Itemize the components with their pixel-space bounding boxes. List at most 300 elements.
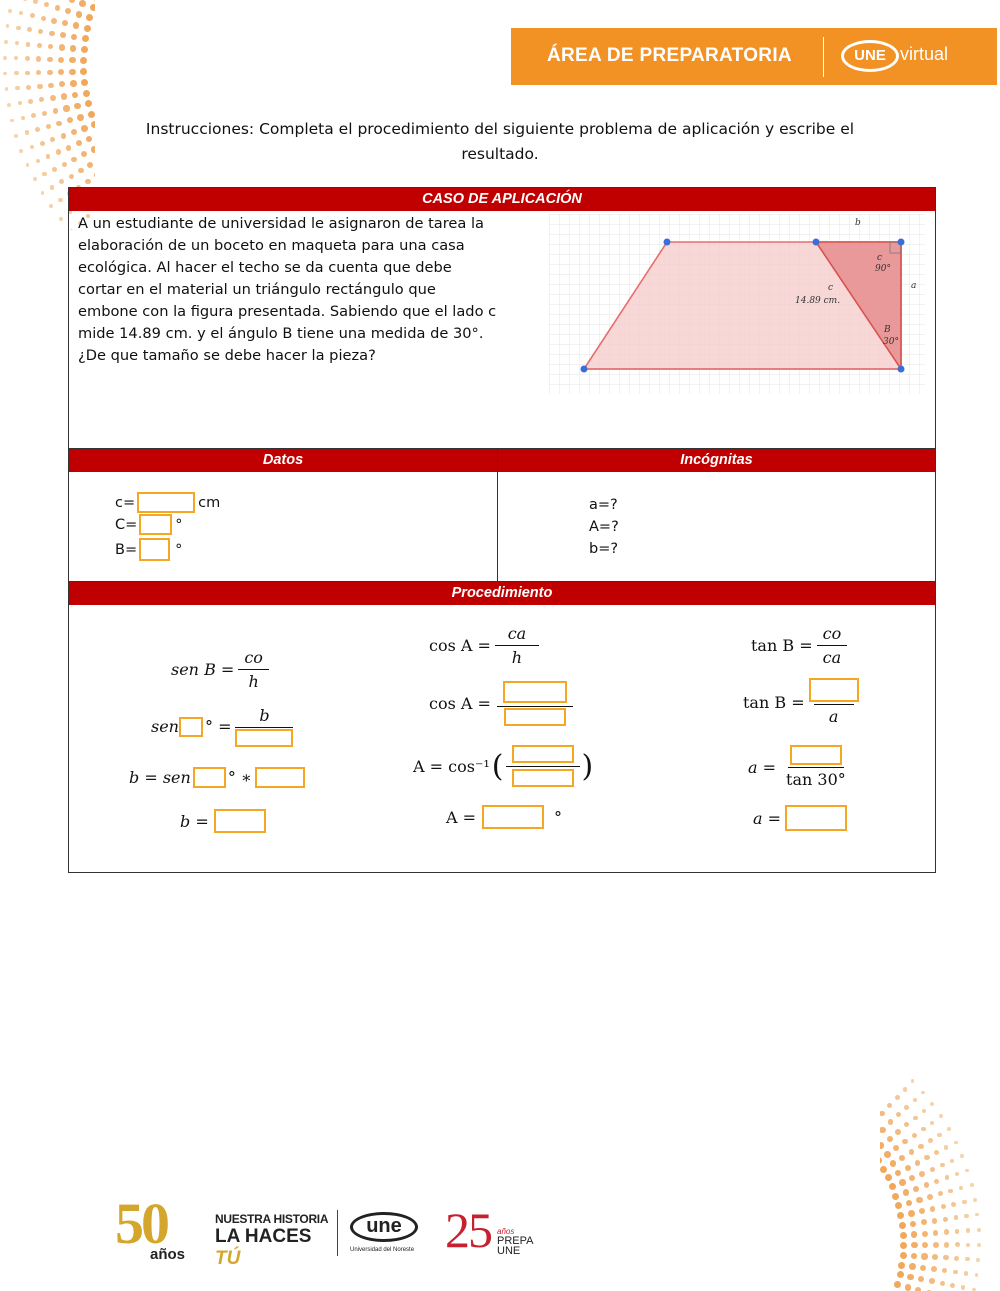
decorative-dot [4,40,8,44]
incognita-b: b=? [589,541,619,557]
decorative-dot [50,137,55,142]
decorative-dot [930,1102,934,1106]
decorative-dot [954,1141,958,1145]
decorative-dot [921,1219,927,1225]
decorative-dot [955,1172,959,1176]
decorative-dot [970,1183,974,1187]
decorative-dot [920,1265,926,1271]
decorative-dot [899,1155,905,1161]
decorative-dot [3,56,7,60]
decorative-dot [41,191,45,195]
decorative-dot [7,103,11,107]
decorative-dot [905,1165,911,1171]
decorative-dot [964,1214,968,1218]
decorative-dot [26,42,31,47]
decorative-dot [10,119,14,123]
decorative-dot [932,1218,938,1224]
decorative-dot [943,1217,948,1222]
decorative-dot [49,31,55,37]
label-c-top: c [877,253,883,263]
decorative-dot [77,114,84,121]
decorative-dot [67,117,73,123]
decorative-dot [16,26,20,30]
decorative-dot [48,44,54,50]
decorative-dot [80,68,87,75]
decorative-dot [84,25,91,32]
decorative-dot [39,97,44,102]
decorative-dot [37,84,42,89]
decorative-dot [88,111,95,118]
label-length: 14.89 cm. [795,296,841,306]
slogan-logo: NUESTRA HISTORIA LA HACES TÚ [215,1212,329,1269]
decorative-dot [58,57,64,63]
decorative-dot [86,14,93,21]
a-result-input[interactable] [785,805,847,831]
a-angle-result: A = ° [446,805,562,829]
decorative-dot [71,157,77,163]
decorative-dot [903,1087,907,1091]
decorative-dot [918,1144,923,1149]
decorative-dot [15,41,19,45]
instructions: Instrucciones: Completa el procedimiento del siguiente problema de aplicación y escribe el resultado. [145,120,855,163]
decorative-dot [30,13,35,18]
decorative-dot [954,1215,959,1220]
tan-b-substitution: tan B = a [743,678,863,726]
b-sen-angle-input[interactable] [193,767,226,788]
decorative-dot [69,174,74,179]
decorative-dot [33,177,37,181]
decorative-dot [42,111,47,116]
decorative-dot [965,1257,969,1261]
decorative-dot [951,1202,956,1207]
datos-c-unit: cm [198,494,221,511]
procedimiento-header: Procedimiento [69,582,935,605]
decorative-dot [81,125,88,132]
datos-B-label: B= [115,541,138,558]
decorative-dot [892,1193,899,1200]
decorative-dot [943,1255,948,1260]
decorative-dot [937,1133,941,1137]
incognita-A: A=? [589,519,619,535]
decorative-dot [40,141,45,146]
decorative-dot [944,1145,948,1149]
decorative-dot [85,179,91,185]
decorative-dot [59,81,65,87]
decorative-dot [14,56,18,60]
decorative-dot [954,1256,959,1261]
tan-b-formula: tan B = $\frac{co}{ca}$ [751,624,851,667]
decorative-dot [5,87,9,91]
decorative-dot [942,1268,947,1273]
decorative-dot [898,1262,905,1269]
decorative-dot [3,72,7,76]
decorative-dot [86,136,93,143]
h-value-input[interactable] [235,729,293,747]
label-angle-c: 90° [875,264,891,274]
decorative-dot [23,0,27,1]
decorative-dot [50,95,56,101]
decorative-dot [950,1159,954,1163]
tan-numerator-input[interactable] [809,678,859,702]
decorative-dot [977,1243,981,1247]
b-result-input[interactable] [214,809,266,833]
decorative-dot [913,1186,919,1192]
decorative-dot [902,1139,908,1145]
decorative-dot [899,1222,906,1229]
decorative-dot [85,100,92,107]
decorative-dot [893,1145,899,1151]
decorative-dot [895,1202,902,1209]
decorative-dot [975,1213,979,1217]
decorative-dot [880,1127,886,1133]
decorative-dot [903,1189,910,1196]
decorative-dot [81,79,88,86]
decorative-dot [976,1258,980,1262]
decorative-dot [955,1229,960,1234]
footer-divider [337,1210,338,1256]
decorative-dot [26,163,30,167]
decorative-dot [71,34,78,41]
decorative-dot [934,1179,939,1184]
decorative-dot [27,27,32,32]
datos-c-label: c= [115,494,136,511]
decorative-dot [51,18,57,24]
decorative-dot [911,1079,915,1083]
decorative-dot [913,1116,918,1121]
trapezoid-figure [549,214,925,394]
decorative-dot [944,1242,949,1247]
decorative-dot [909,1149,915,1155]
decorative-dot [884,1151,891,1158]
vertex-point [898,366,905,373]
worksheet-table [68,187,936,873]
decorative-dot [975,1273,979,1277]
label-angle-b: 30° [883,337,899,347]
datos-B-unit: ° [175,541,183,558]
decorative-dot [83,90,90,97]
decorative-dot [915,1287,921,1291]
decorative-dot [965,1169,969,1173]
decorative-dot [14,71,18,75]
decorative-dot [929,1278,935,1284]
decorative-dot [895,1129,901,1135]
decorative-dot [911,1231,918,1238]
decorative-dot [25,71,30,76]
b-multiplier-input[interactable] [255,767,305,788]
decorative-dot [953,1270,958,1275]
decorative-dot [930,1167,935,1172]
decorative-dot [31,113,36,118]
decorative-dot [909,1175,915,1181]
decorative-dot [76,11,83,18]
case-text: A un estudiante de universidad le asignaron de tarea la elaboración de un boceto en maqueta para una casa ecológica. Al hacer el techo se da cuenta que debe cortar en el material un triángulo rectángulo que embone con la figura presentada. Sabiendo que el lado c mide 14.89 cm. y el ángulo B tiene una medida de 30°. ¿De que tamaño se debe hacer la pieza? [78,215,497,364]
header-divider [823,37,824,77]
decorative-dot [70,80,77,87]
decorative-dot [52,167,57,172]
decorative-dot [911,1242,918,1249]
decorative-dot [36,70,41,75]
decorative-dot [58,198,62,202]
sen-angle-input[interactable] [179,717,203,737]
virtual-logo-text: virtual [900,44,949,64]
A-result-input[interactable] [482,805,544,829]
a-result: a = [753,805,847,831]
decorative-dot [921,1127,926,1132]
datos-B-row [115,538,182,561]
decorative-dot [932,1254,938,1260]
decorative-dot [960,1154,964,1158]
decorative-dot [48,83,54,89]
decorative-dot [59,44,65,50]
decorative-dot [60,32,66,38]
sen-substitution: sen ° = b [151,706,297,747]
c-value-input[interactable] [137,492,195,513]
decorative-dot [94,172,95,178]
decorative-dot [80,57,87,64]
decorative-dot [56,121,62,127]
decorative-dot [927,1194,933,1200]
arccos-numerator-input[interactable] [512,745,574,763]
decorative-dot [959,1186,963,1190]
label-c-side: c [828,283,834,293]
une-logo: UNE [841,40,899,72]
decorative-dot [93,0,95,1]
decorative-dot [880,1142,884,1149]
decorative-dot [908,1210,915,1217]
a-solve-formula: a = tan 30° [748,745,856,789]
cos-denominator-input[interactable] [504,708,566,726]
decorative-dot [933,1230,939,1236]
decorative-dot [922,1109,926,1113]
decorative-dot [50,185,54,189]
decorative-dot [880,1157,882,1164]
decorative-dot [909,1263,916,1270]
decorative-dot [907,1274,914,1281]
incognita-a: a=? [589,497,618,513]
decorative-dot [924,1155,929,1160]
decorative-dot [61,93,67,99]
decorative-dot [25,130,29,134]
decorative-dot [46,154,51,159]
decorative-dot [33,0,38,4]
decorative-dot [966,1243,970,1247]
decorative-dot [889,1183,896,1190]
decorative-dot [74,103,81,110]
decorative-dot [73,22,80,29]
decorative-dot [81,151,87,157]
decorative-dot [47,57,53,63]
decorative-dot [79,0,86,7]
vertex-point [664,239,671,246]
decorative-dot [897,1271,904,1278]
decorative-dot [49,204,53,208]
decorative-dot [931,1266,937,1272]
decorative-dot [90,4,95,11]
decorative-dot [6,24,10,28]
decorative-dot [944,1229,949,1234]
decorative-dot [76,140,82,146]
decorative-dot [938,1191,943,1196]
decorative-dot [966,1228,970,1232]
datos-C-unit: ° [175,516,183,533]
decorative-dot [904,1122,909,1127]
decorative-dot [69,57,76,64]
decorative-dot [30,145,34,149]
decorative-dot [913,1098,917,1102]
decorative-dot [900,1242,907,1249]
decorative-dot [61,133,67,139]
decorative-dot [91,121,95,128]
decorative-dot [928,1138,933,1143]
decorative-dot [934,1150,939,1155]
decorative-dot [933,1242,939,1248]
datos-c-row [115,492,220,513]
decorative-dot [885,1174,892,1181]
decorative-dot [955,1242,960,1247]
decorative-dot [66,145,72,151]
decorative-dot [896,1112,901,1117]
decorative-dot [36,159,40,163]
decorative-dot [941,1204,946,1209]
decorative-dot [65,8,71,14]
decorative-dot [922,1242,928,1248]
decorative-dot [930,1121,934,1125]
decorative-dot [904,1105,909,1110]
decorative-dot [916,1197,922,1203]
decorative-dot [37,43,42,48]
decorative-dot [41,16,46,21]
decorative-dot [895,1170,902,1177]
decorative-dot [905,1284,912,1291]
prepa-25-logo: 25 años PREPA UNE [445,1202,534,1258]
decorative-dot [58,69,64,75]
decorative-dot [78,168,84,174]
une-university-logo: une Universidad del Noreste [350,1212,425,1282]
decorative-dot [8,9,12,13]
b-solve-formula: b = sen ° ∗ [129,767,305,788]
decorative-dot [46,124,51,129]
decorative-dot [906,1200,913,1207]
decorative-dot [897,1212,904,1219]
decorative-dot [81,46,88,53]
incognitas-list [589,494,619,560]
decorative-dot [18,101,22,105]
fifty-years-logo: 50 años [115,1191,186,1263]
datos-C-label: C= [115,516,138,533]
decorative-dot [47,70,53,76]
decorative-dot [921,1091,925,1095]
decorative-dot [890,1160,897,1167]
cos-numerator-input[interactable] [503,681,567,703]
arccos-formula: A = cos⁻¹ ( ) [413,745,593,787]
decorative-dot [912,1133,917,1138]
decorative-dot [44,2,49,7]
incognitas-header: Incógnitas [498,449,935,472]
decorative-dot [59,179,64,184]
decorative-dot [38,29,43,34]
label-B: B [884,325,891,335]
a-numerator-input[interactable] [790,745,842,765]
decorative-dot [53,108,59,114]
decorative-dot [71,129,77,135]
decorative-dot [42,172,46,176]
decorative-dot [887,1103,892,1108]
decorative-dot [72,92,79,99]
decorative-dot [950,1283,955,1288]
decorative-dot [56,149,61,154]
arccos-denominator-input[interactable] [512,769,574,787]
decorative-dot [26,85,31,90]
decorative-dot [900,1232,907,1239]
header-title: ÁREA DE PREPARATORIA [547,45,792,66]
decorative-dot [35,127,40,132]
vertex-point [813,239,820,246]
vertex-point [581,366,588,373]
decorative-dot [70,45,77,52]
decorative-dots-bottom-right [880,1020,1000,1291]
decorative-dot [962,1200,966,1204]
decorative-dot [945,1175,950,1180]
decorative-dot [63,105,69,111]
cos-a-substitution: cos A = [429,681,577,726]
decorative-dot [36,56,41,61]
decorative-dot [895,1095,900,1100]
decorative-dot [919,1171,925,1177]
decorative-dot [940,1163,945,1168]
decorative-dot [910,1221,917,1228]
decorative-dot [947,1127,951,1131]
case-header: CASO DE APLICACIÓN [69,188,935,211]
header-bar [511,28,997,85]
decorative-dot [69,69,76,76]
decorative-dot [900,1252,907,1259]
decorative-dot [940,1281,945,1286]
decorative-dot [972,1288,976,1291]
decorative-dot [15,86,19,90]
decorative-dot [961,1285,965,1289]
b-result: b = [180,809,266,833]
decorative-dot [62,20,68,26]
decorative-dot [880,1166,887,1173]
C-angle-input[interactable] [139,514,172,535]
datos-header: Datos [69,449,497,472]
decorative-dot [59,217,63,221]
decorative-dot [939,1114,943,1118]
decorative-dot [918,1276,924,1282]
decorative-dot [915,1160,921,1166]
decorative-dot [55,5,61,11]
decorative-dot [19,11,23,15]
label-a: a [911,281,917,291]
decorative-dot [21,116,25,120]
decorative-dot [919,1208,925,1214]
decorative-dot [921,1253,927,1259]
B-angle-input[interactable] [139,538,170,561]
vertex-point [898,239,905,246]
decorative-dot [82,35,89,42]
decorative-dot [922,1231,928,1237]
decorative-dot [888,1119,894,1125]
decorative-dot [91,146,95,153]
decorative-dot [880,1111,885,1117]
decorative-dot [25,56,30,61]
decorative-dot [948,1189,953,1194]
cos-a-formula: cos A = $\frac{ca}{h}$ [429,624,543,667]
datos-C-row [115,514,183,535]
decorative-dot [964,1271,968,1275]
decorative-dot [973,1198,977,1202]
decorative-dot [19,149,23,153]
